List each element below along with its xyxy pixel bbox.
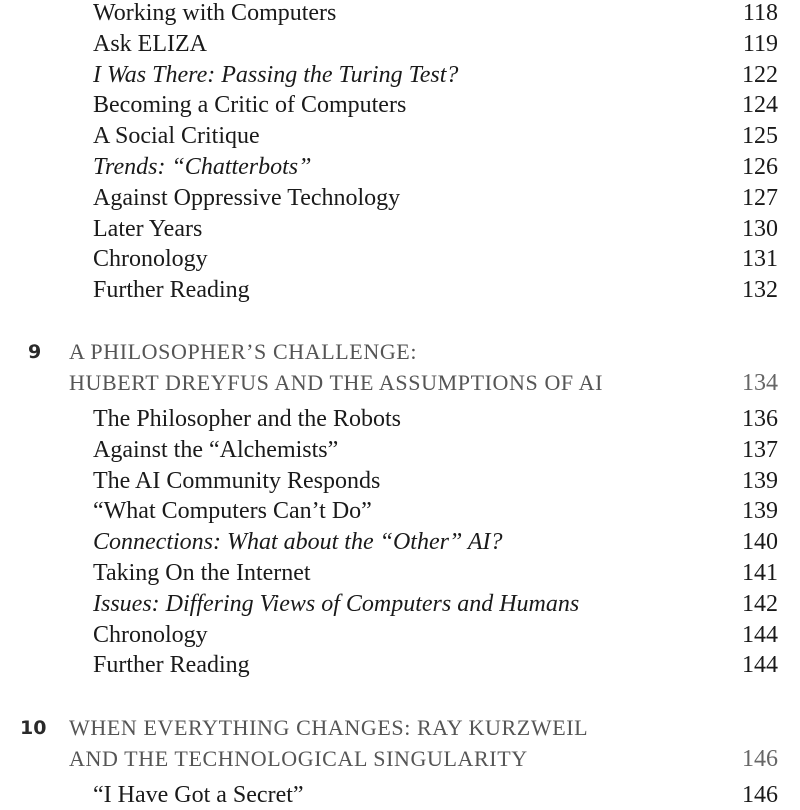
toc-entry xyxy=(0,435,800,465)
entry-page-number: 137 xyxy=(742,436,778,463)
toc-entry xyxy=(0,780,800,810)
entry-page-number: 118 xyxy=(742,0,778,26)
toc-entry xyxy=(0,496,800,526)
toc-entry xyxy=(0,620,800,650)
entry-page-number: 127 xyxy=(742,184,778,211)
chapter-title-line-2: HUBERT DREYFUS AND THE ASSUMPTIONS OF AI xyxy=(69,370,604,395)
entry-title: Becoming a Critic of Computers xyxy=(93,92,407,119)
entry-page-number: 141 xyxy=(742,560,778,586)
entry-page-number: 144 xyxy=(742,652,778,679)
toc-entry xyxy=(0,244,800,274)
entry-title: Further Reading xyxy=(93,277,250,304)
toc-entry xyxy=(0,275,800,305)
entry-page-number: 146 xyxy=(742,782,778,808)
entry-title: I Was There: Passing the Turing Test? xyxy=(93,61,459,88)
entry-page-number: 132 xyxy=(742,277,778,304)
entry-page-number: 139 xyxy=(742,498,778,525)
entry-page-number: 136 xyxy=(742,406,778,432)
entry-title: Working with Computers xyxy=(93,0,337,26)
toc-entry xyxy=(0,0,800,28)
toc-entry xyxy=(0,121,800,151)
entry-page-number: 124 xyxy=(742,92,778,119)
entry-page-number: 126 xyxy=(742,154,778,180)
chapter-title-line-2: AND THE TECHNOLOGICAL SINGULARITY xyxy=(69,746,528,771)
entry-title: “I Have Got a Secret” xyxy=(93,782,304,808)
toc-entry xyxy=(0,29,800,59)
chapter-page-number: 134 xyxy=(742,370,778,396)
toc-entry xyxy=(0,558,800,588)
toc-entry xyxy=(0,650,800,680)
entry-title: The Philosopher and the Robots xyxy=(93,406,401,432)
chapter-title-line-1: WHEN EVERYTHING CHANGES: RAY KURZWEIL xyxy=(69,715,589,740)
entry-title: Issues: Differing Views of Computers and Humans xyxy=(93,590,580,617)
entry-title: The AI Community Responds xyxy=(93,467,381,494)
toc-entry xyxy=(0,214,800,244)
entry-page-number: 125 xyxy=(742,123,778,150)
chapter-title-line-1: A PHILOSOPHER’S CHALLENGE: xyxy=(69,339,418,364)
entry-title: Chronology xyxy=(93,246,208,273)
entry-title: Against the “Alchemists” xyxy=(93,436,339,463)
entry-title: Taking On the Internet xyxy=(93,560,311,586)
entry-title: Later Years xyxy=(93,215,203,242)
chapter-page-number: 146 xyxy=(742,746,778,772)
entry-page-number: 119 xyxy=(742,30,778,57)
toc-entry xyxy=(0,152,800,182)
entry-title: Ask ELIZA xyxy=(93,30,207,57)
entry-page-number: 131 xyxy=(742,246,778,273)
chapter-number: 10 xyxy=(20,717,47,739)
entry-title: Further Reading xyxy=(93,652,250,679)
entry-title: Chronology xyxy=(93,621,208,648)
toc-entry xyxy=(0,589,800,619)
toc-entry xyxy=(0,60,800,90)
entry-page-number: 122 xyxy=(742,61,778,88)
entry-title: Connections: What about the “Other” AI? xyxy=(93,529,503,556)
toc-entry xyxy=(0,90,800,120)
entry-page-number: 144 xyxy=(742,621,778,648)
entry-title: Against Oppressive Technology xyxy=(93,184,401,211)
entry-page-number: 140 xyxy=(742,529,778,556)
entry-page-number: 139 xyxy=(742,467,778,494)
chapter-number: 9 xyxy=(28,341,42,363)
entry-title: A Social Critique xyxy=(93,123,260,150)
toc-entry xyxy=(0,404,800,434)
entry-title: Trends: “Chatterbots” xyxy=(93,154,312,180)
entry-title: “What Computers Can’t Do” xyxy=(93,498,372,525)
toc-entry xyxy=(0,183,800,213)
entry-page-number: 142 xyxy=(742,590,778,617)
entry-page-number: 130 xyxy=(742,215,778,242)
toc-entry xyxy=(0,527,800,557)
toc-entry xyxy=(0,466,800,496)
